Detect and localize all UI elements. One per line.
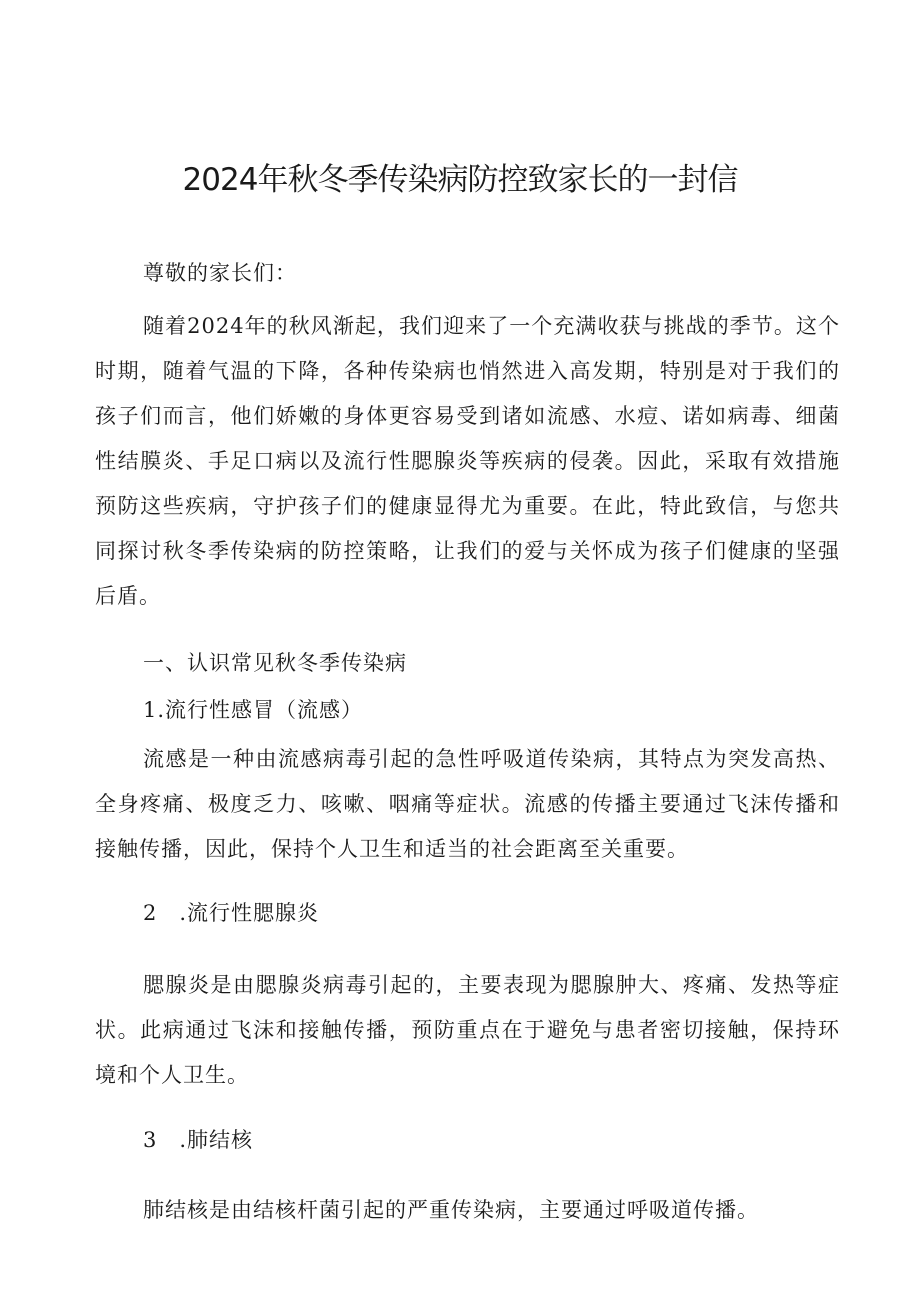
paragraph-tuberculosis: 肺结核是由结核杆菌引起的严重传染病，主要通过呼吸道传播。 bbox=[143, 1198, 759, 1222]
salutation: 尊敬的家长们： bbox=[143, 261, 297, 285]
item-heading-influenza: 1.流行性感冒（流感） bbox=[143, 698, 364, 722]
document-title: 2024年秋冬季传染病防控致家长的一封信 bbox=[182, 162, 738, 198]
item-heading-tuberculosis: 3 .肺结核 bbox=[143, 1128, 254, 1152]
item-heading-mumps: 2 .流行性腮腺炎 bbox=[143, 901, 320, 925]
section-heading: 一、认识常见秋冬季传染病 bbox=[143, 651, 407, 675]
intro-paragraph: 随着2024年的秋风渐起，我们迎来了一个充满收获与挑战的季节。这个时期，随着气温的下降，各种传染病也悄然进入高发期，特别是对于我们的孩子们而言，他们娇嫩的身体更容易受到诸如流感、水痘、诺如病毒、细菌性结膜炎、手足口病以及流行性腮腺炎等疾病的侵袭。因此，采取有效措施预防这些疾病，守护孩子们的健康显得尤为重要。在此，特此致信，与您共同探讨秋冬季传染病的防控策略，让我们的爱与关怀成为孩子们健康的坚强后盾。 bbox=[95, 314, 840, 608]
paragraph-mumps: 腮腺炎是由腮腺炎病毒引起的，主要表现为腮腺肿大、疼痛、发热等症状。此病通过飞沫和接触传播，预防重点在于避免与患者密切接触，保持环境和个人卫生。 bbox=[95, 973, 840, 1087]
paragraph-influenza: 流感是一种由流感病毒引起的急性呼吸道传染病，其特点为突发高热、全身疼痛、极度乏力、咳嗽、咽痛等症状。流感的传播主要通过飞沫传播和接触传播，因此，保持个人卫生和适当的社会距离至关重要。 bbox=[95, 747, 840, 861]
